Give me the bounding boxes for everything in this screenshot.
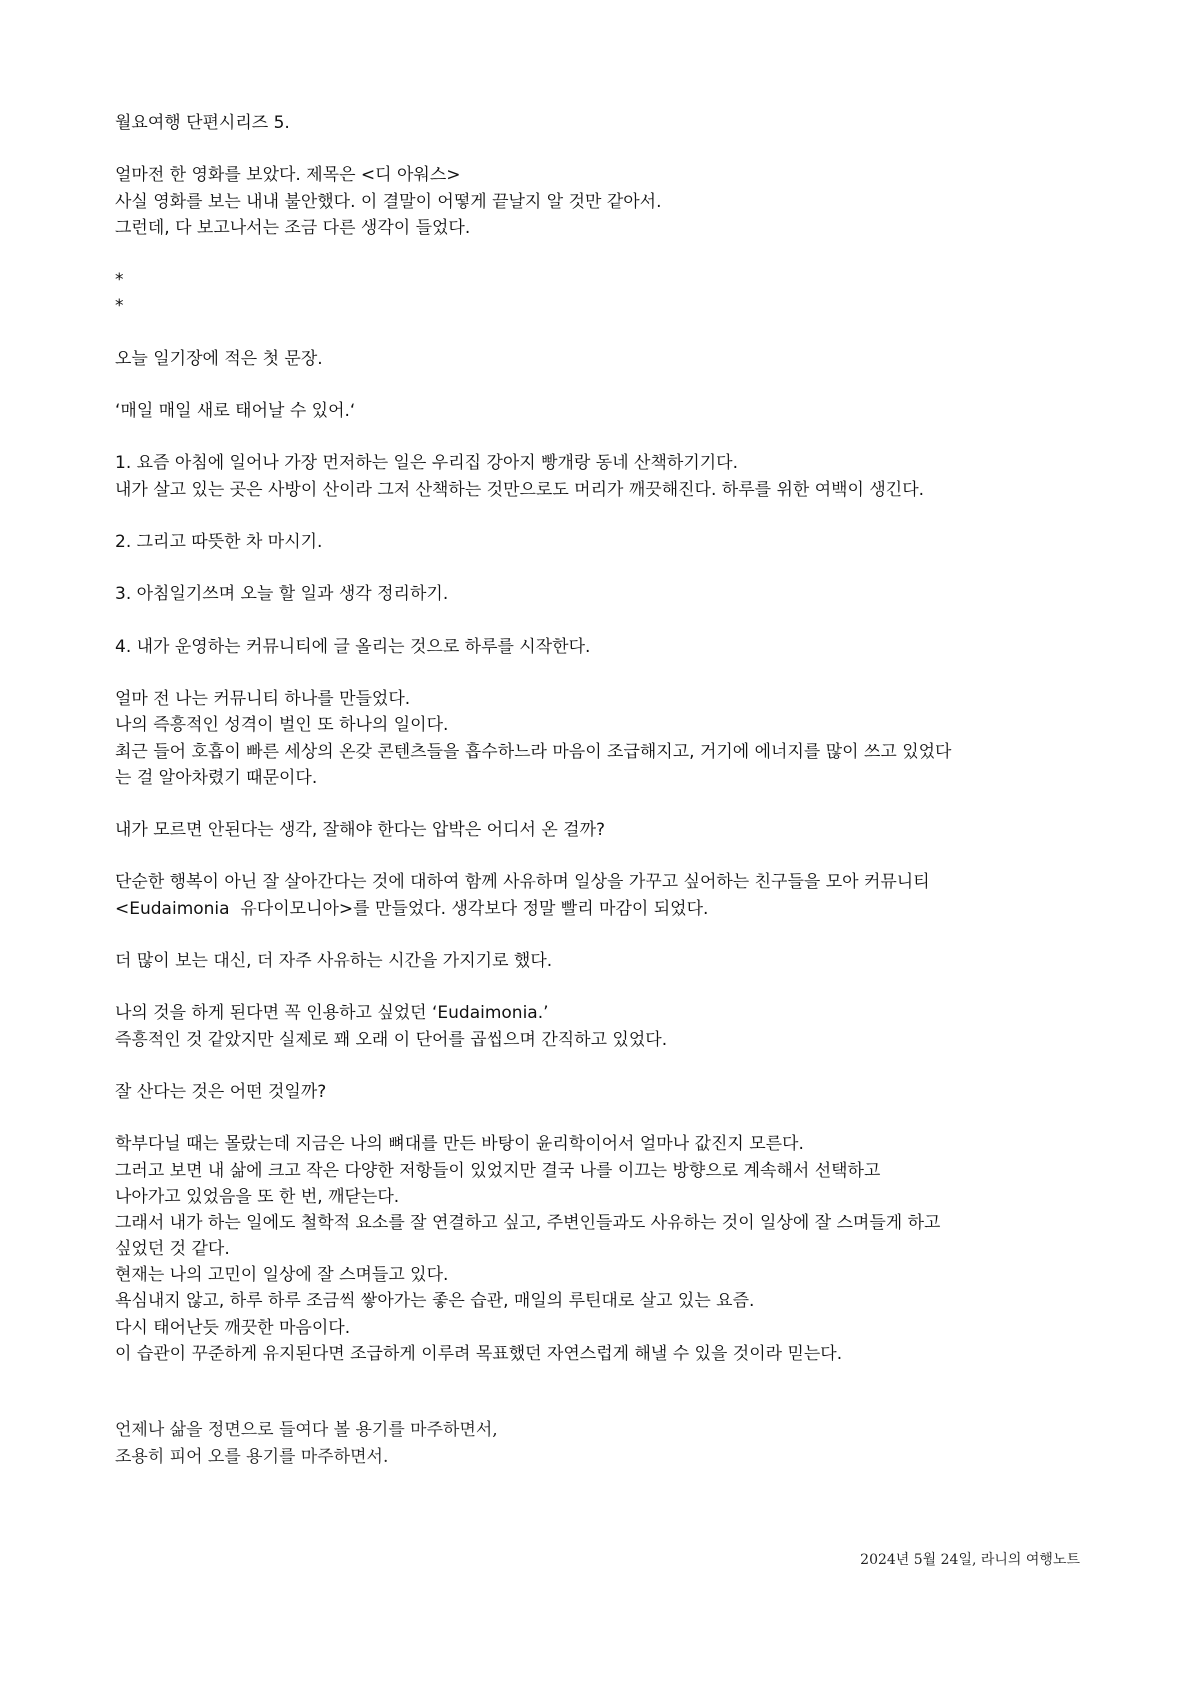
diary-quote: ‘매일 매일 새로 태어날 수 있어.‘ [115, 401, 356, 422]
community-line: 최근 들어 호흡이 빠른 세상의 온갖 콘텐츠들을 흡수하느라 마음이 조급해지고, 거기에 에너지를 많이 쓰고 있었다 [115, 741, 952, 762]
document-body [115, 110, 1095, 1367]
eudaimonia-paragraph [115, 869, 1095, 921]
quote-line: 즉흥적인 것 같았지만 실제로 꽤 오래 이 단어를 곱씹으며 간직하고 있었다. [115, 1029, 668, 1050]
paragraph-gap [115, 424, 1095, 450]
closing-line: 현재는 나의 고민이 일상에 잘 스며들고 있다. [115, 1265, 449, 1286]
eudaimonia-line: <Eudaimonia 유다이모니아>를 만들었다. 생각보다 정말 빨리 마감이 되었다. [115, 898, 709, 919]
paragraph-gap [115, 922, 1095, 948]
closing-line: 그래서 내가 하는 일에도 철학적 요소를 잘 연결하고 싶고, 주변인들과도 사유하는 것이 일상에 잘 스며들게 하고 [115, 1212, 941, 1233]
paragraph-gap [115, 372, 1095, 398]
intro-line: 그런데, 다 보고나서는 조금 다른 생각이 들었다. [115, 217, 471, 238]
eudaimonia-line: 단순한 행복이 아닌 잘 살아간다는 것에 대하여 함께 사유하며 일상을 가꾸고 싶어하는 친구들을 모아 커뮤니티 [115, 872, 930, 893]
paragraph-gap [115, 660, 1095, 686]
closing-line: 그러고 보면 내 삶에 크고 작은 다양한 저항들이 있었지만 결국 나를 이끄는 방향으로 계속해서 선택하고 [115, 1160, 881, 1181]
signoff-line: 조용히 피어 오를 용기를 마주하면서. [115, 1447, 389, 1467]
quote-line: 나의 것을 하게 된다면 꼭 인용하고 싶었던 ‘Eudaimonia.’ [115, 1003, 549, 1024]
intro-paragraph [115, 162, 1095, 241]
intro-line: 얼마전 한 영화를 보았다. 제목은 <디 아워스> [115, 165, 461, 186]
community-paragraph [115, 686, 1095, 791]
decision-line: 더 많이 보는 대신, 더 자주 사유하는 시간을 가지기로 했다. [115, 951, 553, 971]
paragraph-gap [115, 320, 1095, 346]
community-line: 는 걸 알아차렸기 때문이다. [115, 767, 318, 788]
routine-item-2: 2. 그리고 따뜻한 차 마시기. [115, 532, 323, 552]
signoff-line: 언제나 삶을 정면으로 들여다 볼 용기를 마주하면서, [115, 1420, 498, 1440]
separator-star: * [115, 296, 124, 317]
paragraph-gap [115, 241, 1095, 267]
paragraph-gap [115, 136, 1095, 162]
paragraph-gap [115, 1053, 1095, 1079]
closing-paragraph [115, 1131, 1095, 1367]
routine-item-1-line: 내가 살고 있는 곳은 사방이 산이라 그저 산책하는 것만으로도 머리가 깨끗해진다. 하루를 위한 여백이 생긴다. [115, 479, 925, 500]
document-title: 월요여행 단편시리즈 5. [115, 113, 290, 133]
date-note: 2024년 5월 24일, 라니의 여행노트 [860, 1552, 1080, 1568]
closing-line: 욕심내지 않고, 하루 하루 조금씩 쌓아가는 좋은 습관, 매일의 루틴대로 살고 있는 요즘. [115, 1291, 755, 1312]
routine-item-1 [115, 450, 1095, 502]
first-sentence-intro: 오늘 일기장에 적은 첫 문장. [115, 348, 323, 369]
closing-line: 다시 태어난듯 깨끗한 마음이다. [115, 1317, 351, 1338]
paragraph-gap [115, 1105, 1095, 1131]
paragraph-gap [115, 791, 1095, 817]
question-living-well: 잘 산다는 것은 어떤 것일까? [115, 1081, 327, 1102]
signoff-block [115, 1417, 1095, 1471]
paragraph-gap [115, 608, 1095, 634]
separator-star: * [115, 270, 124, 291]
closing-line: 싶었던 것 같다. [115, 1239, 230, 1260]
question-pressure: 내가 모르면 안된다는 생각, 잘해야 한다는 압박은 어디서 온 걸까? [115, 820, 606, 841]
separator-block [115, 267, 1095, 319]
routine-item-1-line: 1. 요즘 아침에 일어나 가장 먼저하는 일은 우리집 강아지 빵개랑 동네 산책하기기다. [115, 453, 738, 474]
routine-item-4: 4. 내가 운영하는 커뮤니티에 글 올리는 것으로 하루를 시작한다. [115, 636, 591, 657]
closing-line: 학부다닐 때는 몰랐는데 지금은 나의 뼈대를 만든 바탕이 윤리학이어서 얼마나 값진지 모른다. [115, 1134, 804, 1155]
paragraph-gap [115, 974, 1095, 1000]
routine-item-3: 3. 아침일기쓰며 오늘 할 일과 생각 정리하기. [115, 584, 449, 605]
paragraph-gap [115, 555, 1095, 581]
closing-line: 이 습관이 꾸준하게 유지된다면 조급하게 이루려 목표했던 자연스럽게 해낼 수 있을 것이라 믿는다. [115, 1343, 843, 1364]
paragraph-gap [115, 843, 1095, 869]
community-line: 얼마 전 나는 커뮤니티 하나를 만들었다. [115, 689, 411, 710]
intro-line: 사실 영화를 보는 내내 불안했다. 이 결말이 어떻게 끝날지 알 것만 같아서. [115, 191, 662, 212]
paragraph-gap [115, 503, 1095, 529]
community-line: 나의 즉흥적인 성격이 벌인 또 하나의 일이다. [115, 715, 449, 736]
closing-line: 나아가고 있었음을 또 한 번, 깨닫는다. [115, 1186, 400, 1207]
quote-paragraph [115, 1000, 1095, 1052]
